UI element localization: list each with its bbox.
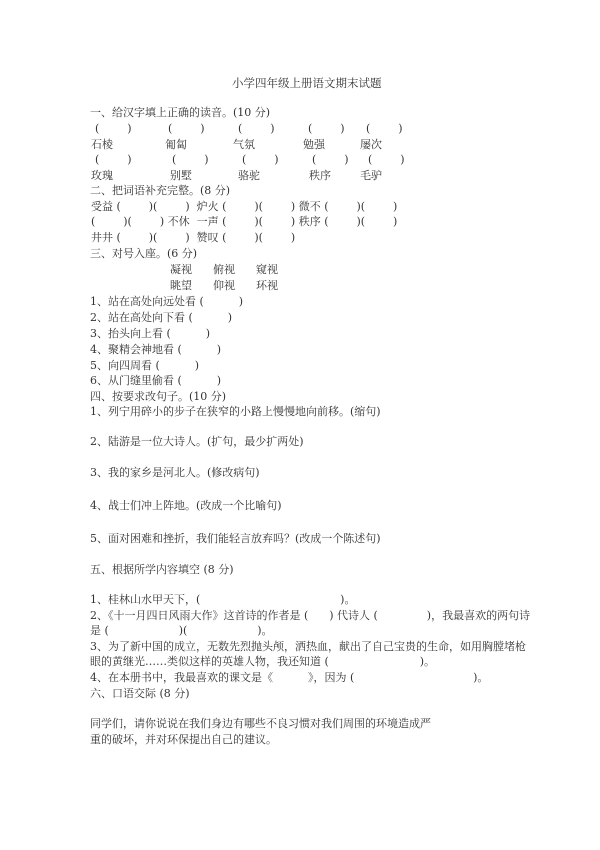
section-2-heading: 二、把词语补充完整。(8 分) bbox=[90, 184, 231, 197]
fill-line: 受益 ( )( ) 炉火 ( )( ) 微不 ( )( ) bbox=[91, 200, 398, 213]
section-6-heading: 六、口语交际 (8 分) bbox=[90, 687, 190, 700]
section-3-heading: 三、对号入座。(6 分) bbox=[90, 247, 198, 260]
paren-blank: ( ) bbox=[95, 153, 132, 166]
section-4-heading: 四、按要求改句子。(10 分) bbox=[90, 390, 227, 403]
paren-blank: ( ) bbox=[366, 122, 403, 135]
question-item: 1、站在高处向远处看 ( ) bbox=[90, 295, 244, 308]
paren-blank: ( ) bbox=[312, 153, 349, 166]
prompt-text: 同学们，请你说说在我们身边有哪些不良习惯对我们周围的环境造成严 bbox=[90, 717, 431, 730]
question-item: 2、站在高处向下看 ( ) bbox=[90, 311, 233, 324]
word-bank: 眺望 仰视 环视 bbox=[170, 279, 278, 292]
fill-line: ( )( ) 不休 一声 ( )( ) 秩序 ( )( ) bbox=[91, 215, 398, 228]
word: 秩序 bbox=[309, 169, 331, 182]
paren-blank: ( ) bbox=[172, 153, 209, 166]
paren-blank: ( ) bbox=[368, 153, 405, 166]
fill-line: 2、《十一月四日风雨大作》这首诗的作者是 ( ) 代诗人 ( )，我最喜欢的两句诗 bbox=[90, 609, 531, 622]
paren-blank: ( ) bbox=[168, 122, 205, 135]
section-1-heading: 一、给汉字填上正确的读音。(10 分) bbox=[90, 106, 271, 119]
question-item: 5、向四周看 ( ) bbox=[90, 359, 200, 372]
question-item: 3、我的家乡是河北人。(修改病句) bbox=[90, 466, 260, 479]
word: 别墅 bbox=[170, 169, 192, 182]
word: 勉强 bbox=[303, 138, 325, 151]
word: 匍匐 bbox=[165, 138, 187, 151]
word-bank: 凝视 俯视 窥视 bbox=[170, 263, 278, 276]
fill-line: 3、为了新中国的成立，无数先烈抛头颅，洒热血，献出了自己宝贵的生命，如用胸膛堵枪 bbox=[90, 640, 526, 653]
word: 屡次 bbox=[360, 138, 382, 151]
question-item: 6、从门缝里偷看 ( ) bbox=[90, 374, 222, 387]
fill-line: 是 ( )( )。 bbox=[90, 624, 273, 637]
fill-line: 1、桂林山水甲天下，( )。 bbox=[90, 593, 356, 606]
fill-line: 井井 ( )( ) 赞叹 ( )( ) bbox=[91, 231, 296, 244]
question-item: 4、聚精会神地看 ( ) bbox=[90, 343, 222, 356]
paren-blank: ( ) bbox=[238, 122, 275, 135]
page-title: 小学四年级上册语文期末试题 bbox=[232, 76, 382, 90]
word: 石棱 bbox=[91, 138, 113, 151]
word: 毛驴 bbox=[360, 169, 382, 182]
paren-blank: ( ) bbox=[242, 153, 279, 166]
question-item: 3、抬头向上看 ( ) bbox=[90, 327, 211, 340]
section-5-heading: 五、根据所学内容填空 (8 分) bbox=[90, 563, 234, 576]
word: 骆驼 bbox=[238, 169, 260, 182]
prompt-text: 重的破坏，并对环保提出自己的建议。 bbox=[90, 733, 277, 746]
question-item: 1、列宁用碎小的步子在狭窄的小路上慢慢地向前移。(缩句) bbox=[90, 405, 381, 418]
question-item: 2、陆游是一位大诗人。(扩句，最少扩两处) bbox=[90, 435, 304, 448]
fill-line: 4、在本册书中，我最喜欢的课文是《 》，因为 ( )。 bbox=[90, 671, 489, 684]
question-item: 4、战士们冲上阵地。(改成一个比喻句) bbox=[90, 499, 282, 512]
paren-blank: ( ) bbox=[95, 122, 132, 135]
word: 玫瑰 bbox=[91, 169, 113, 182]
fill-line: 眼的黄继光……类似这样的英雄人物，我还知道 ( )。 bbox=[90, 655, 435, 668]
paren-blank: ( ) bbox=[308, 122, 345, 135]
word: 气氛 bbox=[233, 138, 255, 151]
question-item: 5、面对困难和挫折，我们能轻言放弃吗？(改成一个陈述句) bbox=[90, 532, 381, 545]
